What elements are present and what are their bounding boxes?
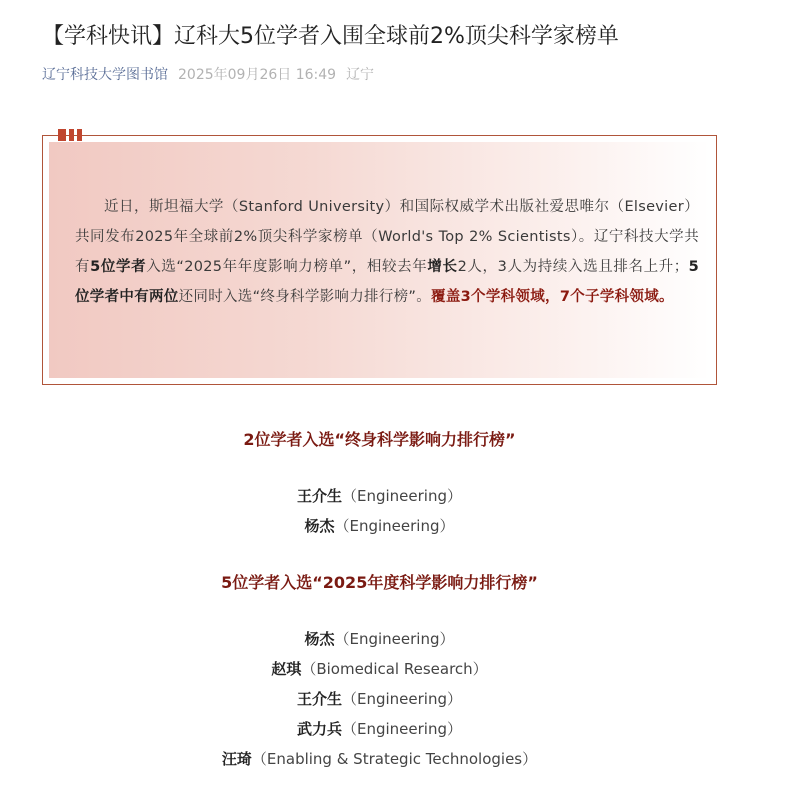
intro-paragraph [75, 192, 699, 312]
person-field: （Engineering） [334, 630, 455, 648]
intro-bold-3: 5位学者中有两位 [75, 259, 699, 305]
person-field: （Engineering） [342, 720, 463, 738]
intro-text-1: 近日，斯坦福大学（Stanford University）和国际权威学术出版社爱思唯尔（Elsevier）共同发布2025年全球前2%顶尖科学家榜单（World's Top 2% Scientists）。辽宁科技大学共有 [75, 199, 699, 275]
annual-section-title: 5位学者入选“2025年度科学影响力排行榜” [221, 573, 538, 592]
article-title: 【学科快讯】辽科大5位学者入围全球前2%顶尖科学家榜单 [42, 24, 619, 49]
intro-text-2: 入选“2025年年度影响力榜单”，相较去年 [146, 259, 428, 275]
lifetime-person [42, 514, 717, 538]
corner-mark [77, 129, 82, 141]
lifetime-person [42, 484, 717, 508]
person-field: （Biomedical Research） [301, 660, 488, 678]
intro-bold-2: 增长 [427, 259, 458, 275]
annual-person [42, 627, 717, 651]
annual-person [42, 687, 717, 711]
corner-mark [58, 129, 66, 141]
intro-text-3: 2人，3人为持续入选且排名上升； [457, 259, 689, 275]
intro-text-4: 还同时入选“终身科学影响力排行榜”。 [178, 289, 432, 305]
article-location: 辽宁 [346, 67, 375, 83]
annual-person [42, 717, 717, 741]
article-source-link[interactable]: 辽宁科技大学图书馆 [42, 67, 168, 83]
person-name: 武力兵 [296, 720, 342, 738]
annual-person [42, 657, 717, 681]
person-name: 杨杰 [304, 517, 335, 535]
intro-bold-1: 5位学者 [90, 259, 147, 275]
intro-box-background [49, 142, 710, 378]
lifetime-section-title: 2位学者入选“终身科学影响力排行榜” [243, 430, 516, 449]
person-name: 王介生 [296, 487, 342, 505]
person-name: 杨杰 [304, 630, 335, 648]
person-field: （Enabling & Strategic Technologies） [251, 750, 538, 768]
box-corner-marks [58, 129, 82, 141]
person-name: 王介生 [296, 690, 342, 708]
intro-highlight: 覆盖3个学科领域，7个子学科领域。 [431, 289, 674, 305]
article-date: 2025年09月26日 16:49 [178, 67, 337, 83]
corner-mark [69, 129, 74, 141]
person-field: （Engineering） [342, 690, 463, 708]
intro-box [42, 135, 717, 385]
article-meta [42, 64, 374, 86]
annual-person [42, 747, 717, 771]
person-field: （Engineering） [334, 517, 455, 535]
person-name: 赵琪 [271, 660, 302, 678]
person-field: （Engineering） [342, 487, 463, 505]
person-name: 汪琦 [221, 750, 252, 768]
